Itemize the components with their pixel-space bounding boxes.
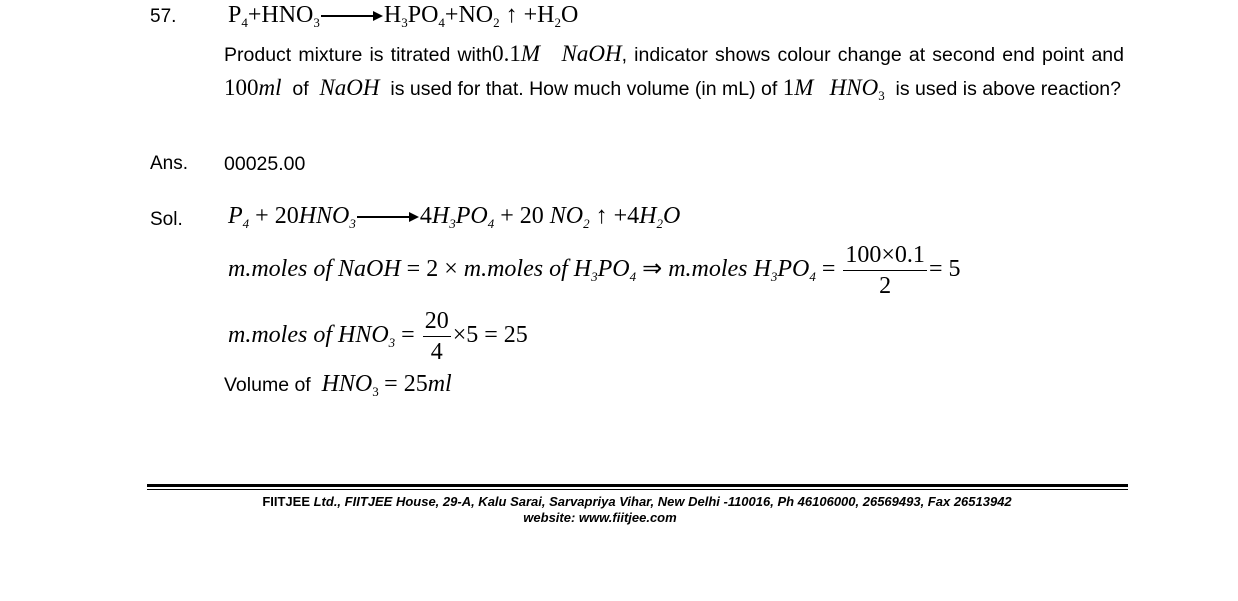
question-equation [228, 2, 578, 29]
fraction-numerator: 100×0.1 [843, 240, 927, 271]
eq-subscript: 2 [493, 15, 500, 30]
math-number: 1 [782, 74, 795, 100]
fraction-numerator: 20 [423, 306, 451, 337]
math-unit: ml [427, 371, 452, 397]
eq-term: P [228, 203, 243, 229]
eq-subscript: 3 [591, 269, 598, 285]
eq-result: = 5 [928, 256, 961, 283]
eq-operator: = [395, 322, 415, 349]
reaction-arrow-icon [321, 10, 383, 22]
gas-arrow-icon: ↑ [505, 2, 518, 28]
eq-subscript: 2 [656, 216, 664, 231]
math-unit: M [794, 74, 814, 100]
eq-term: H [431, 203, 450, 229]
eq-term: m.moles of HNO [228, 322, 389, 349]
answer-label: Ans. [150, 153, 189, 174]
eq-term: O [561, 2, 579, 28]
fraction [423, 306, 451, 367]
math-number: 0.1 [492, 41, 521, 66]
eq-subscript: 4 [242, 216, 250, 231]
math-subscript: 3 [878, 87, 885, 103]
footer-address-text: Ltd., FIITJEE House, 29-A, Kalu Sarai, Sarvapriya Vihar, New Delhi -110016, Ph 46106000, 26569493, Fax 26513942 [310, 494, 1012, 509]
footer-rule-thin [147, 489, 1128, 490]
text-run: Product mixture is titrated with [224, 44, 493, 66]
math-species: HNO [829, 74, 879, 100]
eq-subscript: 4 [438, 15, 445, 30]
eq-subscript: 4 [487, 216, 495, 231]
question-text [224, 38, 1124, 105]
eq-term: m.moles H [668, 256, 771, 283]
solution-volume [224, 371, 452, 398]
fraction [843, 240, 927, 301]
solution-step-moles [228, 240, 960, 301]
footer-address [0, 494, 1238, 509]
eq-coefficient: +4 [613, 203, 640, 229]
eq-subscript: 3 [388, 335, 396, 351]
eq-subscript: 3 [770, 269, 778, 285]
eq-coefficient: + 20 [500, 203, 544, 229]
eq-subscript: 3 [349, 216, 356, 231]
math-species: NaOH [319, 74, 380, 100]
math-unit: ml [258, 74, 282, 100]
eq-term: PO [597, 256, 630, 283]
solution-label: Sol. [150, 209, 183, 230]
eq-term: +HNO [247, 2, 314, 28]
solution-step-hno3 [228, 306, 528, 367]
eq-subscript: 3 [313, 15, 320, 30]
footer-website: website: www.fiitjee.com [523, 510, 677, 525]
math-species: NaOH [561, 41, 622, 66]
text-run: of [292, 77, 309, 100]
text-run: is used is above reaction? [895, 77, 1121, 100]
eq-operator: = [815, 256, 836, 283]
eq-subscript: 4 [629, 269, 637, 285]
eq-subscript: 2 [554, 15, 561, 30]
eq-term: P [228, 2, 242, 28]
math-subscript: 3 [372, 384, 379, 399]
gas-arrow-icon: ↑ [595, 203, 608, 229]
eq-result: ×5 = 25 [452, 322, 528, 349]
eq-subscript: 4 [241, 15, 248, 30]
footer-brand: FIITJEE [262, 494, 310, 509]
eq-term: PO [455, 203, 488, 229]
eq-term: m.moles of NaOH [228, 256, 401, 283]
eq-term: +H [523, 2, 555, 28]
eq-subscript: 3 [449, 216, 456, 231]
eq-term: PO [777, 256, 810, 283]
fraction-denominator: 4 [430, 339, 443, 365]
reaction-arrow-icon [357, 211, 419, 223]
eq-coefficient: 4 [419, 203, 432, 229]
math-species: HNO [321, 371, 373, 397]
eq-term: m.moles of H [463, 256, 592, 283]
eq-term: +NO [444, 2, 494, 28]
eq-term: NO [549, 203, 584, 229]
eq-operator: = 2 × [406, 256, 464, 283]
solution-equation [228, 203, 680, 230]
eq-term: PO [407, 2, 439, 28]
eq-subscript: 4 [809, 269, 816, 285]
eq-subscript: 3 [401, 15, 408, 30]
eq-subscript: 2 [583, 216, 590, 231]
footer-rule-thick [147, 484, 1128, 487]
eq-term: H [639, 203, 657, 229]
math-number: 100 [224, 74, 259, 100]
text-run: , indicator shows colour change at second end point and [621, 44, 1124, 66]
implies-icon: ⇒ [636, 256, 669, 283]
text-run: Volume of [224, 374, 311, 396]
fraction-denominator: 2 [879, 273, 892, 299]
answer-value: 00025.00 [224, 153, 306, 175]
eq-result: = 25 [384, 371, 428, 397]
eq-term: H [383, 2, 402, 28]
text-run: is used for that. How much volume (in mL) of [390, 77, 778, 100]
eq-coefficient: + 20 [255, 203, 299, 229]
eq-term: O [663, 203, 681, 229]
question-number: 57. [150, 6, 177, 27]
eq-term: HNO [298, 203, 350, 229]
math-unit: M [520, 41, 541, 66]
